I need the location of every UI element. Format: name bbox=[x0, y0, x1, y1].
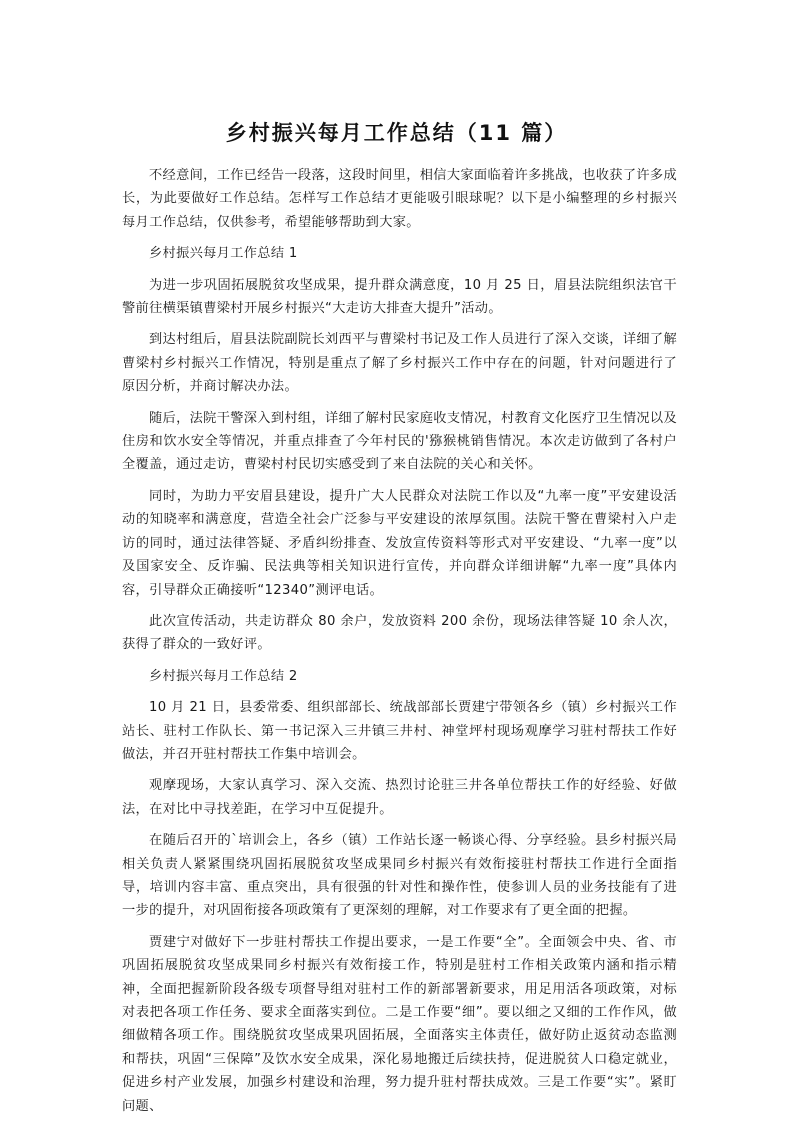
body-paragraph: 随后，法院干警深入到村组，详细了解村民家庭收支情况，村教育文化医疗卫生情况以及住房和饮水安全等情况，并重点排查了今年村民的'猕猴桃销售情况。本次走访做到了各村户全覆盖，通过走访，曹梁村村民切实感受到了来自法院的关心和关怀。 bbox=[122, 410, 677, 473]
document-body bbox=[122, 164, 677, 1126]
body-paragraph: 同时，为助力平安眉县建设，提升广大人民群众对法院工作以及“九率一度”平安建设活动的知晓率和满意度，营造全社会广泛参与平安建设的浓厚氛围。法院干警在曹梁村入户走访的同时，通过法律答疑、矛盾纠纷排查、发放宣传资料等形式对平安建设、“九率一度”以及国家安全、反诈骗、民法典等相关知识进行宣传，并向群众详细讲解“九率一度”具体内容，引导群众正确接听“12340”测评电话。 bbox=[122, 488, 677, 598]
body-paragraph: 此次宣传活动，共走访群众 80 余户，发放资料 200 余份，现场法律答疑 10 余人次，获得了群众的一致好评。 bbox=[122, 613, 677, 653]
body-paragraph: 到达村组后，眉县法院副院长刘西平与曹梁村书记及工作人员进行了深入交谈，详细了解曹梁村乡村振兴工作情况，特别是重点了解了乡村振兴工作中存在的问题，针对问题进行了原因分析，并商讨解决办法。 bbox=[122, 332, 677, 395]
section-heading: 乡村振兴每月工作总结 1 bbox=[149, 246, 298, 262]
body-paragraph: 10 月 21 日，县委常委、组织部部长、统战部部长贾建宁带领各乡（镇）乡村振兴工作站长、驻村工作队长、第一书记深入三井镇三井村、神堂坪村现场观摩学习驻村帮扶工作好做法，并召开驻村帮扶工作集中培训会。 bbox=[122, 700, 677, 762]
body-paragraph: 观摩现场，大家认真学习、深入交流、热烈讨论驻三井各单位帮扶工作的好经验、好做法，在对比中寻找差距，在学习中互促提升。 bbox=[122, 778, 677, 817]
section-heading: 乡村振兴每月工作总结 2 bbox=[149, 668, 298, 684]
body-paragraph: 贾建宁对做好下一步驻村帮扶工作提出要求，一是工作要“全”。全面领会中央、省、市巩固拓展脱贫攻坚成果同乡村振兴有效衔接工作，特别是驻村工作相关政策内涵和指示精神，全面把握新阶段各级专项督导组对驻村工作的新部署新要求，用足用活各项政策，对标对表把各项工作任务、要求全面落实到位。二是工作要“细”。要以细之又细的工作作风，做细做精各项工作。围绕脱贫攻坚成果巩固拓展，全面落实主体责任，做好防止返贫动态监测和帮扶，巩固“三保障”及饮水安全成果，深化易地搬迁后续扶持，促进脱贫人口稳定就业，促进乡村产业发展，加强乡村建设和治理，努力提升驻村帮扶成效。三是工作要“实”。紧盯问题、 bbox=[122, 934, 677, 1114]
document-title: 乡村振兴每月工作总结（11 篇） bbox=[225, 121, 568, 145]
body-paragraph: 在随后召开的`培训会上，各乡（镇）工作站长逐一畅谈心得、分享经验。县乡村振兴局相关负责人紧紧围绕巩固拓展脱贫攻坚成果同乡村振兴有效衔接驻村帮扶工作进行全面指导，培训内容丰富、重点突出，具有很强的针对性和操作性，使参训人员的业务技能有了进一步的提升，对巩固衔接各项政策有了更深刻的理解，对工作要求有了更全面的把握。 bbox=[122, 833, 677, 919]
body-paragraph: 为进一步巩固拓展脱贫攻坚成果，提升群众满意度，10 月 25 日，眉县法院组织法官干警前往横渠镇曹梁村开展乡村振兴“大走访大排查大提升”活动。 bbox=[122, 277, 677, 317]
body-paragraph: 不经意间，工作已经告一段落，这段时间里，相信大家面临着许多挑战，也收获了许多成长，为此要做好工作总结。怎样写工作总结才更能吸引眼球呢？以下是小编整理的乡村振兴每月工作总结，仅供参考，希望能够帮助到大家。 bbox=[122, 168, 677, 230]
